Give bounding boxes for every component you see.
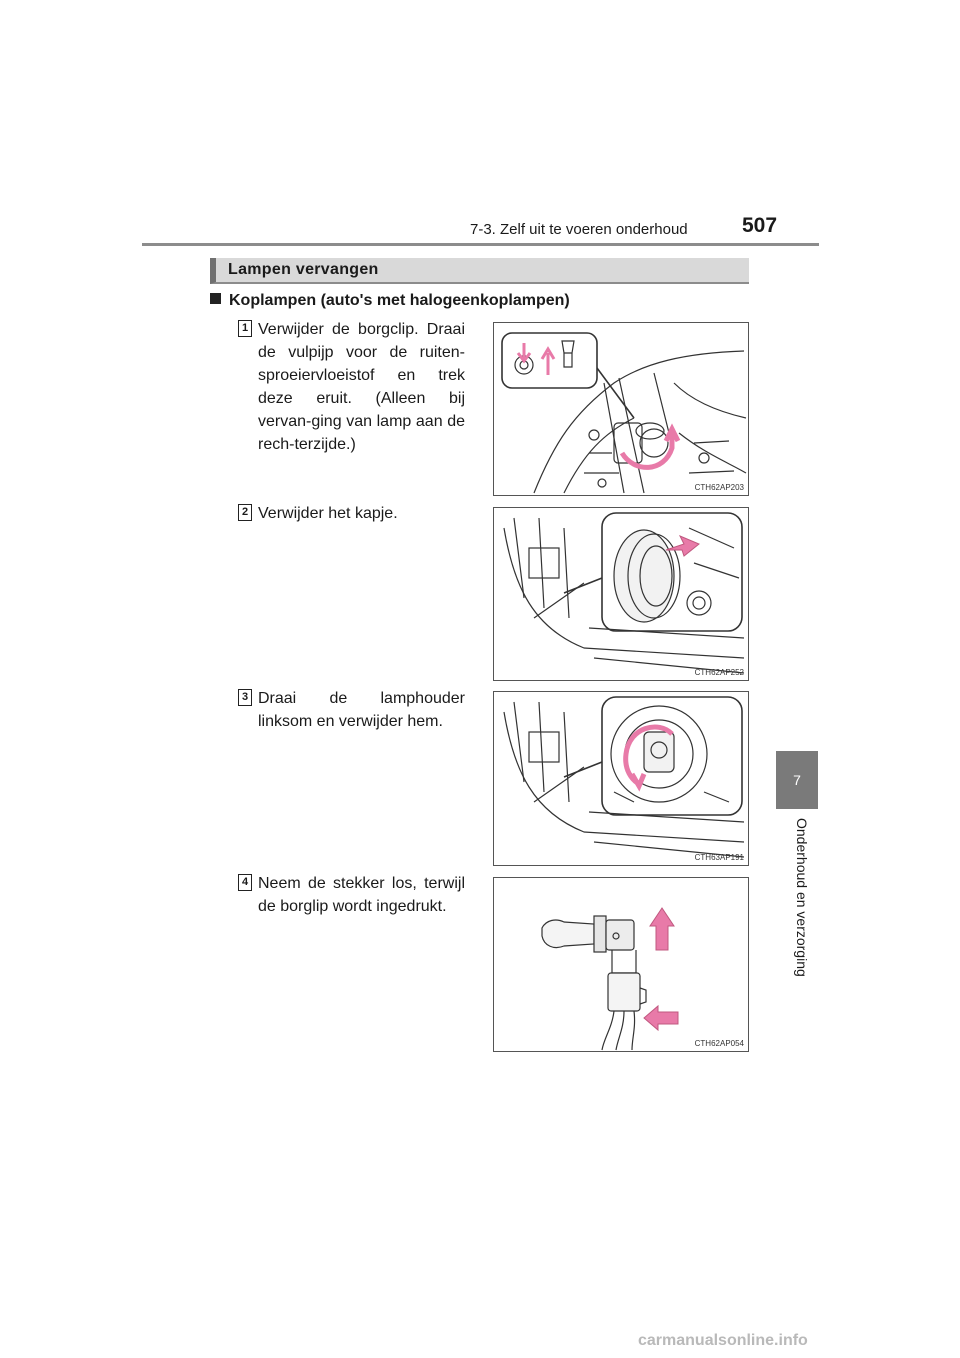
step-marker-3: 3	[238, 689, 252, 706]
step-text-3: Draai de lamphouder linksom en verwijder hem.	[258, 690, 465, 730]
watermark: carmanualsonline.info	[638, 1332, 808, 1349]
page-number: 507	[742, 214, 778, 237]
chapter-header: 7-3. Zelf uit te voeren onderhoud	[470, 221, 688, 238]
figure-step-1	[493, 322, 749, 496]
chapter-tab-label: Onderhoud en verzorging	[794, 818, 810, 977]
step-text-4: Neem de stekker los, terwijl de borglip wordt ingedrukt.	[258, 875, 465, 915]
figure-code-3: CTH63AP191	[694, 853, 744, 862]
subheading	[210, 292, 570, 310]
step-text-2: Verwijder het kapje.	[258, 505, 398, 522]
section-heading-bar	[210, 258, 749, 284]
chapter-tab: 7	[776, 751, 818, 809]
figure-code-1: CTH62AP203	[694, 483, 744, 492]
figure-code-4: CTH62AP054	[694, 1039, 744, 1048]
step-marker-2: 2	[238, 504, 252, 521]
headlamp-cap-illustration	[494, 508, 749, 681]
figure-step-3	[493, 691, 749, 866]
figure-code-2: CTH62AP252	[694, 668, 744, 677]
subheading-text: Koplampen (auto's met halogeenkoplampen)	[229, 292, 570, 309]
figure-step-4	[493, 877, 749, 1052]
section-title: Lampen vervangen	[228, 261, 379, 278]
header-divider	[142, 243, 819, 246]
square-bullet-icon	[210, 293, 221, 304]
figure-step-2	[493, 507, 749, 681]
washer-filler-illustration	[494, 323, 749, 496]
step-marker-1: 1	[238, 320, 252, 337]
step-text-1: Verwijder de borgclip. Draai de vulpijp voor de ruiten-sproeiervloeistof en trek deze eruit. (Alleen bij vervan-ging van lamp aan de rech-terzijde.)	[258, 321, 465, 453]
bulb-connector-illustration	[494, 878, 749, 1052]
step-marker-4: 4	[238, 874, 252, 891]
lamp-holder-illustration	[494, 692, 749, 866]
